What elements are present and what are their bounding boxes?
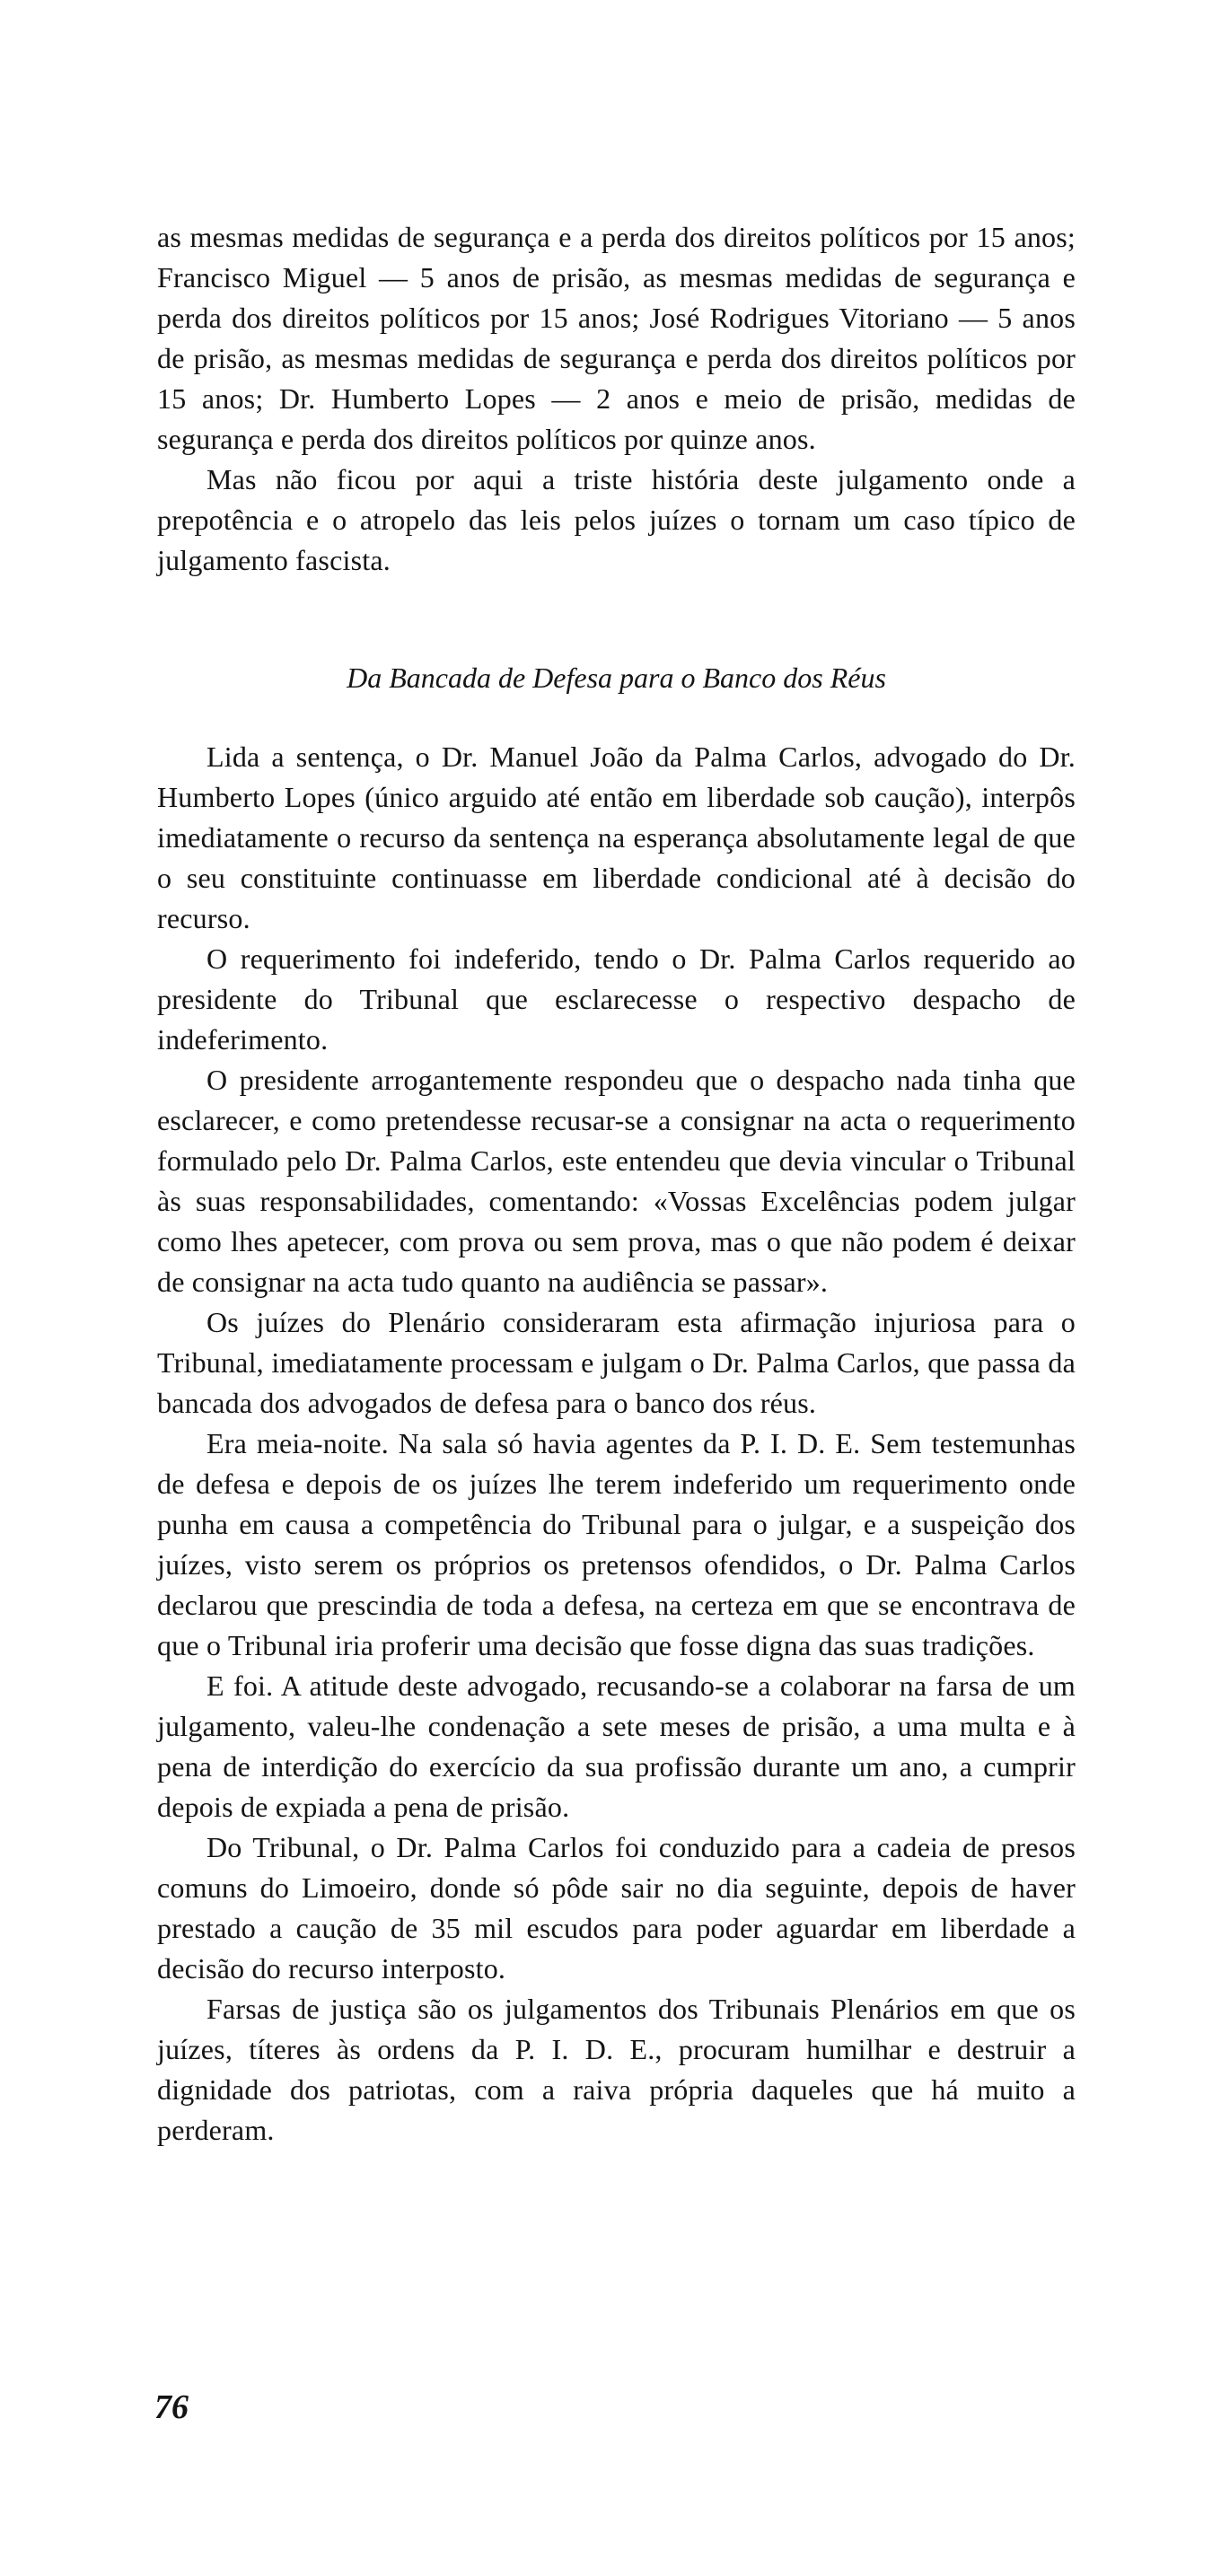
- paragraph: Os juízes do Plenário consideraram esta afirmação injuriosa para o Tribunal, imediatamente processam e julgam o Dr. Palma Carlos, que passa da bancada dos advogados de defesa para o banco dos réus.: [157, 1306, 1076, 1419]
- body-text-bottom: [157, 737, 1076, 2151]
- page-number: 76: [154, 2388, 189, 2426]
- paragraph: O requerimento foi indeferido, tendo o Dr. Palma Carlos requerido ao presidente do Tribunal que esclarecesse o respectivo despacho de indeferimento.: [157, 942, 1076, 1056]
- paragraph: Farsas de justiça são os julgamentos dos Tribunais Plenários em que os juízes, títeres às ordens da P. I. D. E., procuram humilhar e destruir a dignidade dos patriotas, com a raiva própria daqueles que há muito a perderam.: [157, 1993, 1076, 2146]
- paragraph-fascist-trial: Mas não ficou por aqui a triste história deste julgamento onde a prepotência e o atropelo das leis pelos juízes o tornam um caso típico de julgamento fascista.: [157, 463, 1076, 576]
- section-heading: Da Bancada de Defesa para o Banco dos Réus: [347, 662, 886, 694]
- body-text-top: [157, 217, 1076, 581]
- paragraph: Lida a sentença, o Dr. Manuel João da Palma Carlos, advogado do Dr. Humberto Lopes (único arguido até então em liberdade sob caução), interpôs imediatamente o recurso da sentença na esperança absolutamente legal de que o seu constituinte continuasse em liberdade condicional até à decisão do recurso.: [157, 740, 1076, 934]
- paragraph: Era meia-noite. Na sala só havia agentes da P. I. D. E. Sem testemunhas de defesa e depois de os juízes lhe terem indeferido um requerimento onde punha em causa a competência do Tribunal para o julgar, e a suspeição dos juízes, visto serem os próprios os pretensos ofendidos, o Dr. Palma Carlos declarou que prescindia de toda a defesa, na certeza em que se encontrava de que o Tribunal iria proferir uma decisão que fosse digna das suas tradições.: [157, 1427, 1076, 1661]
- paragraph: O presidente arrogantemente respondeu que o despacho nada tinha que esclarecer, e como pretendesse recusar-se a consignar na acta o requerimento formulado pelo Dr. Palma Carlos, este entendeu que devia vincular o Tribunal às suas responsabilidades, comentando: «Vossas Excelências podem julgar como lhes apetecer, com prova ou sem prova, mas o que não podem é deixar de consignar na acta tudo quanto na audiência se passar».: [157, 1064, 1076, 1298]
- paragraph: Do Tribunal, o Dr. Palma Carlos foi conduzido para a cadeia de presos comuns do Limoeiro, donde só pôde sair no dia seguinte, depois de haver prestado a caução de 35 mil escudos para poder aguardar em liberdade a decisão do recurso interposto.: [157, 1831, 1076, 1985]
- paragraph-continued-sentences: as mesmas medidas de segurança e a perda dos direitos políticos por 15 anos; Francisco Miguel — 5 anos de prisão, as mesmas medidas de segurança e perda dos direitos políticos por 15 anos; José Rodrigues Vitoriano — 5 anos de prisão, as mesmas medidas de segurança e perda dos direitos políticos por 15 anos; Dr. Humberto Lopes — 2 anos e meio de prisão, medidas de segurança e perda dos direitos políticos por quinze anos.: [157, 221, 1076, 455]
- paragraph: E foi. A atitude deste advogado, recusando-se a colaborar na farsa de um julgamento, valeu-lhe condenação a sete meses de prisão, a uma multa e à pena de interdição do exercício da sua profissão durante um ano, a cumprir depois de expiada a pena de prisão.: [157, 1669, 1076, 1823]
